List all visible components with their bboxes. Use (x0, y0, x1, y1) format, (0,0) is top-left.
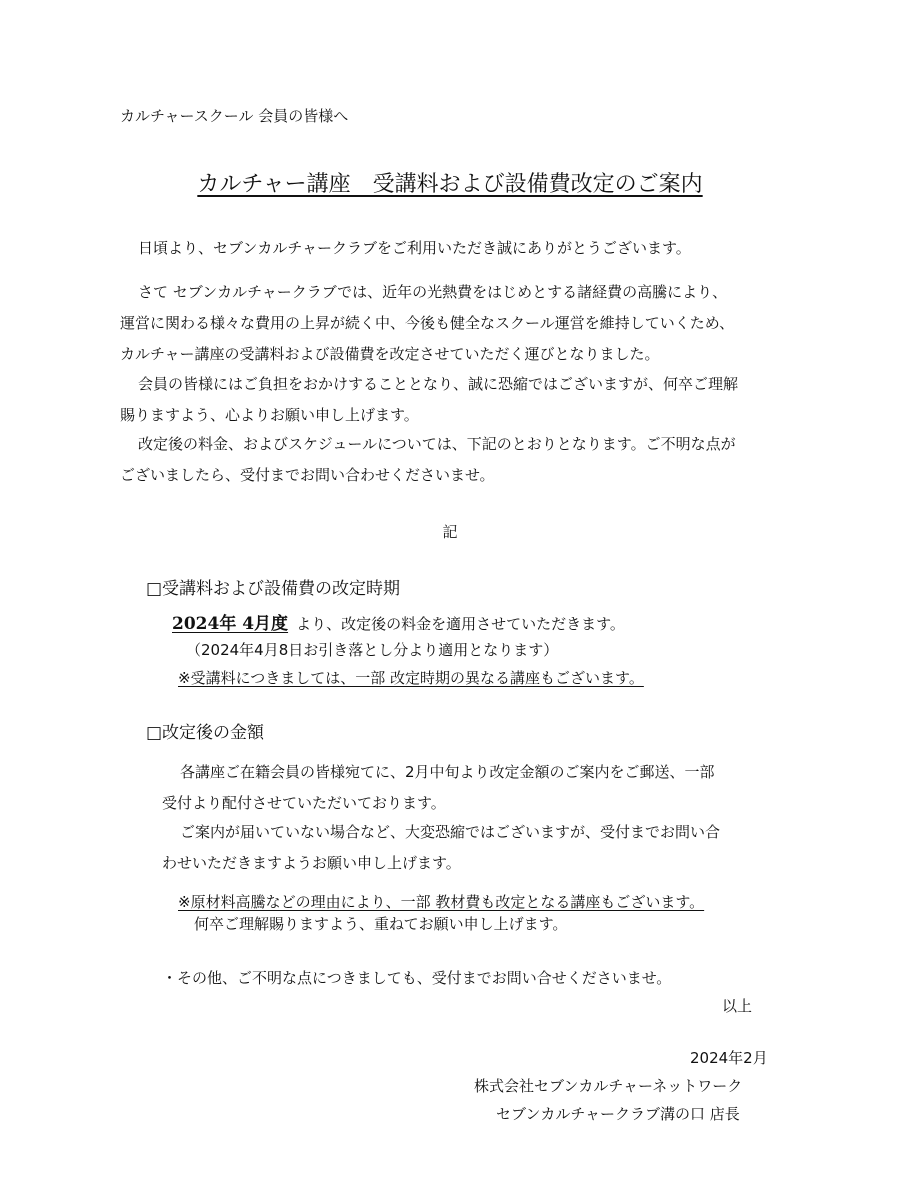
reason-line-3: カルチャー講座の受講料および設備費を改定させていただく運びとなりました。 (120, 345, 660, 363)
kigo-mark: 記 (442, 523, 458, 541)
closing-ijo: 以上 (722, 997, 753, 1015)
amount-notice-paragraph (162, 762, 715, 824)
other-inquiries: ・その他、ご不明な点につきましても、受付までお問い合せくださいませ。 (162, 969, 672, 987)
reason-line-2: 運営に関わる様々な費用の上昇が続く中、今後も健全なスクール運営を維持していくため、 (120, 314, 735, 332)
reason-line-1: さて セブンカルチャークラブでは、近年の光熱費をはじめとする諸経費の高騰により、 (138, 283, 728, 301)
apology-paragraph (120, 374, 738, 436)
revision-date-line (172, 614, 625, 634)
signature-date: 2024年2月 (690, 1049, 768, 1067)
contact-paragraph (162, 822, 720, 884)
tuition-exception-note: ※受講料につきましては、一部 改定時期の異なる講座もございます。 (178, 669, 644, 687)
reason-paragraph (120, 282, 734, 375)
apology-line-1: 会員の皆様にはご負担をおかけすることとなり、誠に恐縮ではございますが、何卒ご理解 (138, 375, 739, 393)
schedule-paragraph (120, 434, 736, 496)
schedule-line-2: ございましたら、受付までお問い合わせくださいませ。 (120, 466, 495, 484)
understanding-request: 何卒ご理解賜りますよう、重ねてお願い申し上げます。 (194, 915, 568, 933)
signature-store: セブンカルチャークラブ溝の口 店長 (496, 1105, 740, 1123)
schedule-line-1: 改定後の料金、およびスケジュールについては、下記のとおりとなります。ご不明な点が (138, 435, 736, 453)
section-new-amount-heading: □改定後の金額 (146, 723, 265, 743)
amount-notice-line-1: 各講座ご在籍会員の皆様宛てに、2月中旬より改定金額のご案内をご郵送、一部 (180, 763, 715, 781)
apology-line-2: 賜りますよう、心よりお願い申し上げます。 (120, 406, 419, 424)
document-title-text: カルチャー講座 受講料および設備費改定のご案内 (197, 172, 703, 197)
revision-date: 2024年 4月度 (172, 614, 289, 634)
amount-notice-line-2: 受付より配付させていただいております。 (162, 794, 446, 812)
section-revision-period-heading: □受講料および設備費の改定時期 (146, 579, 401, 599)
material-fee-note: ※原材料高騰などの理由により、一部 教材費も改定となる講座もございます。 (178, 893, 705, 911)
contact-line-2: わせいただきますようお願い申し上げます。 (162, 854, 461, 872)
intro-paragraph (120, 238, 691, 258)
document-title (0, 170, 900, 200)
revision-date-suffix: より、改定後の料金を適用させていただきます。 (296, 615, 625, 633)
debit-note: （2024年4月8日お引き落とし分より適用となります） (186, 641, 559, 659)
contact-line-1: ご案内が届いていない場合など、大変恐縮ではございますが、受付までお問い合 (180, 823, 721, 841)
signature-company: 株式会社セブンカルチャーネットワーク (474, 1077, 743, 1095)
intro-text: 日頃より、セブンカルチャークラブをご利用いただき誠にありがとうございます。 (138, 239, 691, 257)
addressee: カルチャースクール 会員の皆様へ (120, 107, 349, 125)
